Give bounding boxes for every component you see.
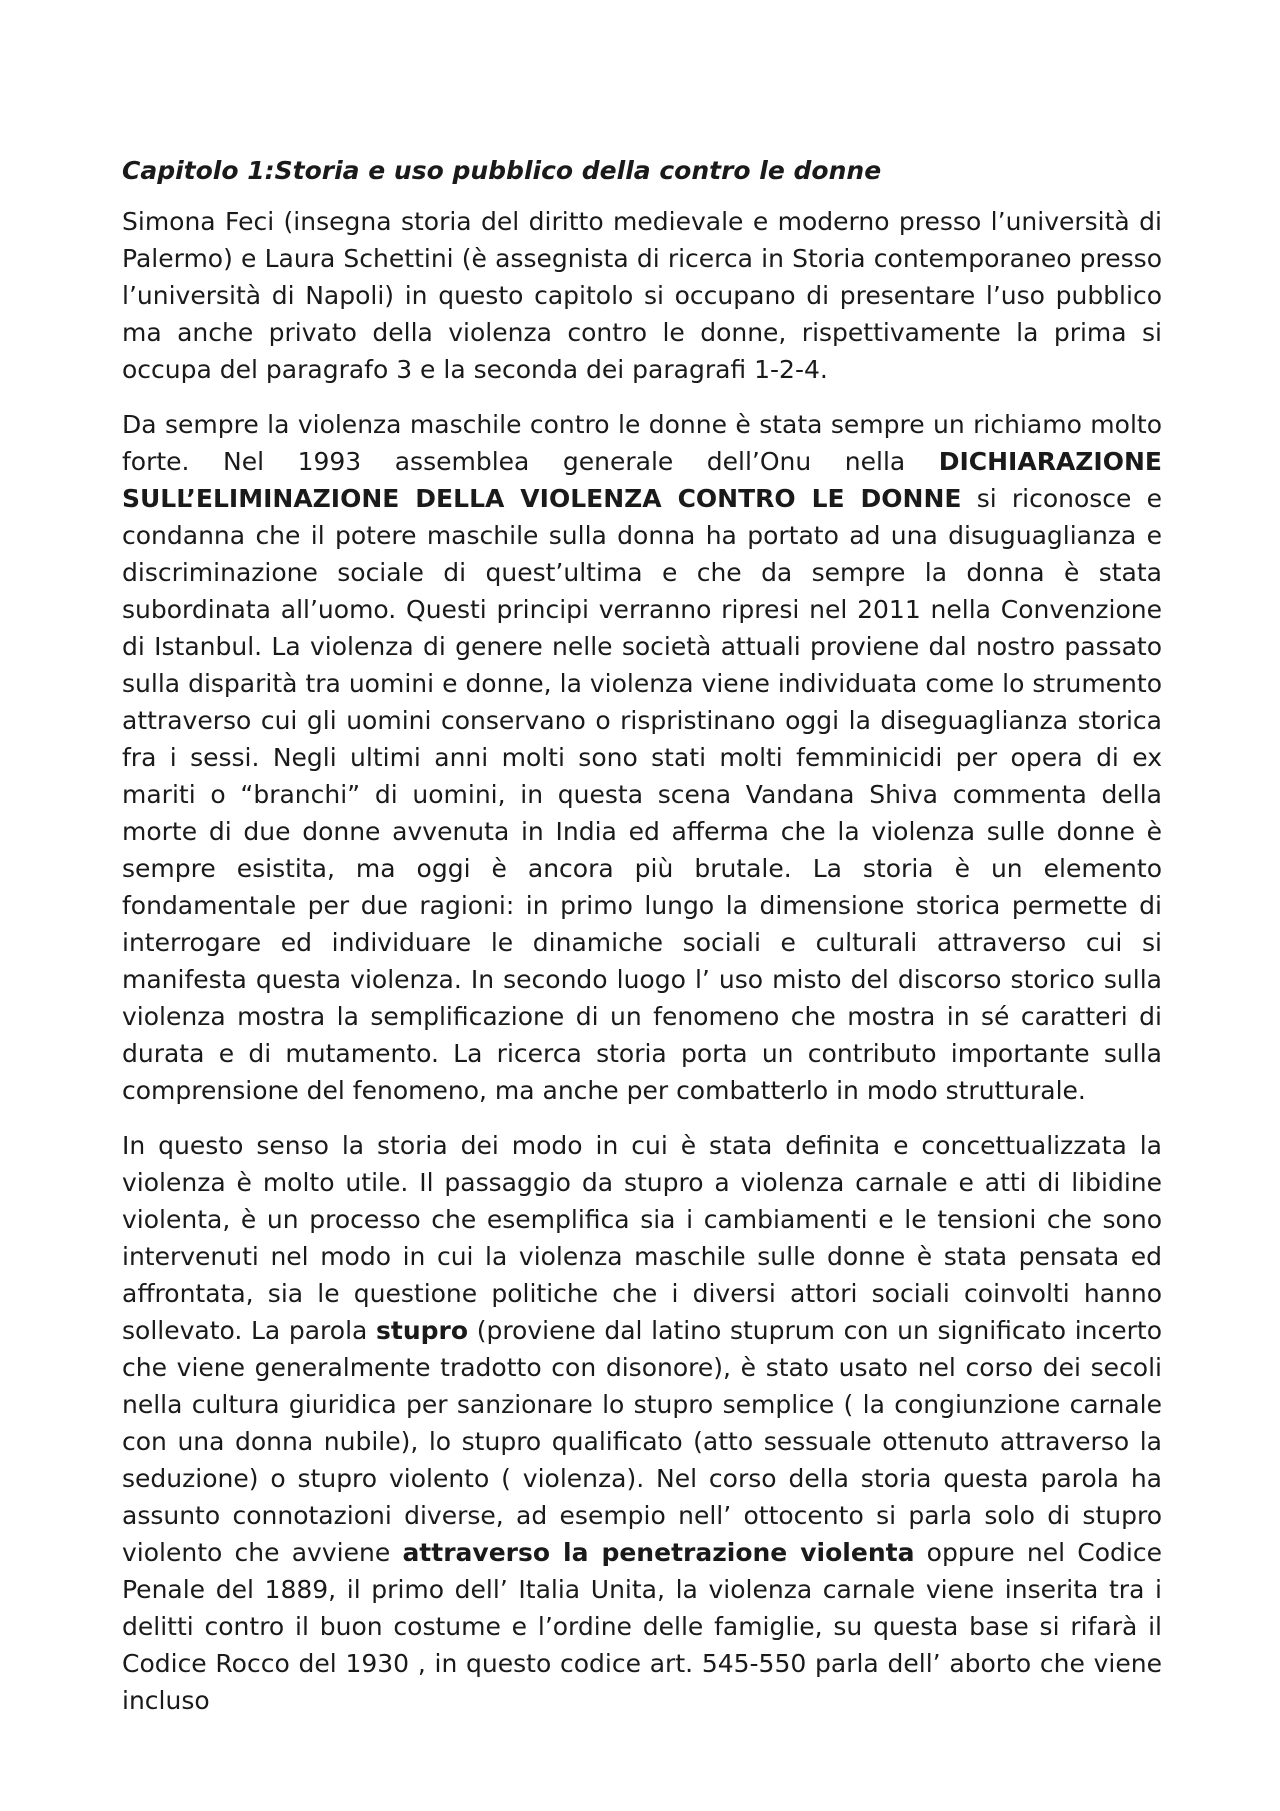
paragraph-text: (proviene dal latino stuprum con un significato incerto che viene generalmente tradotto con disonore), è stato usato nel corso dei secoli nella cultura giuridica per sanzionare lo stupro semplice ( la congiunzione carnale con una donna nubile), lo stupro qualificato (atto sessuale ottenuto attraverso la seduzione) o stupro violento ( violenza). Nel corso della storia questa parola ha assunto connotazioni diverse, ad esempio nell’ ottocento si parla solo di stupro violento che avviene xyxy=(122,1316,1162,1567)
paragraph-text: In questo senso la storia dei modo in cui è stata definita e concettualizzata la violenza è molto utile. Il passaggio da stupro a violenza carnale e atti di libidine violenta, è un processo che esemplifica sia i cambiamenti e le tensioni che sono intervenuti nel modo in cui la violenza maschile sulle donne è stata pensata ed affrontata, sia le questione politiche che i diversi attori sociali coinvolti hanno sollevato. La parola xyxy=(122,1131,1162,1345)
bold-declaration-title: DICHIARAZIONE SULL’ELIMINAZIONE DELLA VIOLENZA CONTRO LE DONNE xyxy=(122,447,1162,513)
paragraph-text: Simona Feci (insegna storia del diritto medievale e moderno presso l’università di Palermo) e Laura Schettini (è assegnista di ricerca in Storia contemporaneo presso l’università di Napoli) in questo capitolo si occupano di presentare l’uso pubblico ma anche privato della violenza contro le donne, rispettivamente la prima si occupa del paragrafo 3 e la seconda dei paragrafi 1-2-4. xyxy=(122,207,1162,384)
paragraph-text: Da sempre la violenza maschile contro le donne è stata sempre un richiamo molto forte. Nel 1993 assemblea generale dell’Onu nella xyxy=(122,410,1162,476)
bold-term-penetrazione: attraverso la penetrazione violenta xyxy=(402,1538,915,1567)
bold-term-stupro: stupro xyxy=(376,1316,469,1345)
paragraph-text: si riconosce e condanna che il potere maschile sulla donna ha portato ad una disuguaglianza e discriminazione sociale di quest’ultima e che da sempre la donna è stata subordinata all’uomo. Questi principi verranno ripresi nel 2011 nella Convenzione di Istanbul. La violenza di genere nelle società attuali proviene dal nostro passato sulla disparità tra uomini e donne, la violenza viene individuata come lo strumento attraverso cui gli uomini conservano o rispristinano oggi la diseguaglianza storica fra i sessi. Negli ultimi anni molti sono stati molti femminicidi per opera di ex mariti o “branchi” di uomini, in questa scena Vandana Shiva commenta della morte di due donne avvenuta in India ed afferma che la violenza sulle donne è sempre esistita, ma oggi è ancora più brutale. La storia è un elemento fondamentale per due ragioni: in primo lungo la dimensione storica permette di interrogare ed individuare le dinamiche sociali e culturali attraverso cui si manifesta questa violenza. In secondo luogo l’ uso misto del discorso storico sulla violenza mostra la semplificazione di un fenomeno che mostra in sé caratteri di durata e di mutamento. La ricerca storia porta un contributo importante sulla comprensione del fenomeno, ma anche per combatterlo in modo strutturale. xyxy=(122,484,1162,1105)
paragraph-stupro-history xyxy=(122,1127,1162,1719)
paragraph-text: oppure nel Codice Penale del 1889, il primo dell’ Italia Unita, la violenza carnale viene inserita tra i delitti contro il buon costume e l’ordine delle famiglie, su questa base si rifarà il Codice Rocco del 1930 , in questo codice art. 545-550 parla dell’ aborto che viene incluso xyxy=(122,1538,1162,1715)
chapter-title: Capitolo 1:Storia e uso pubblico della contro le donne xyxy=(122,156,882,185)
paragraph-onu-declaration xyxy=(122,406,1162,1109)
paragraph-authors xyxy=(122,203,1162,388)
document-body xyxy=(122,152,1162,1719)
